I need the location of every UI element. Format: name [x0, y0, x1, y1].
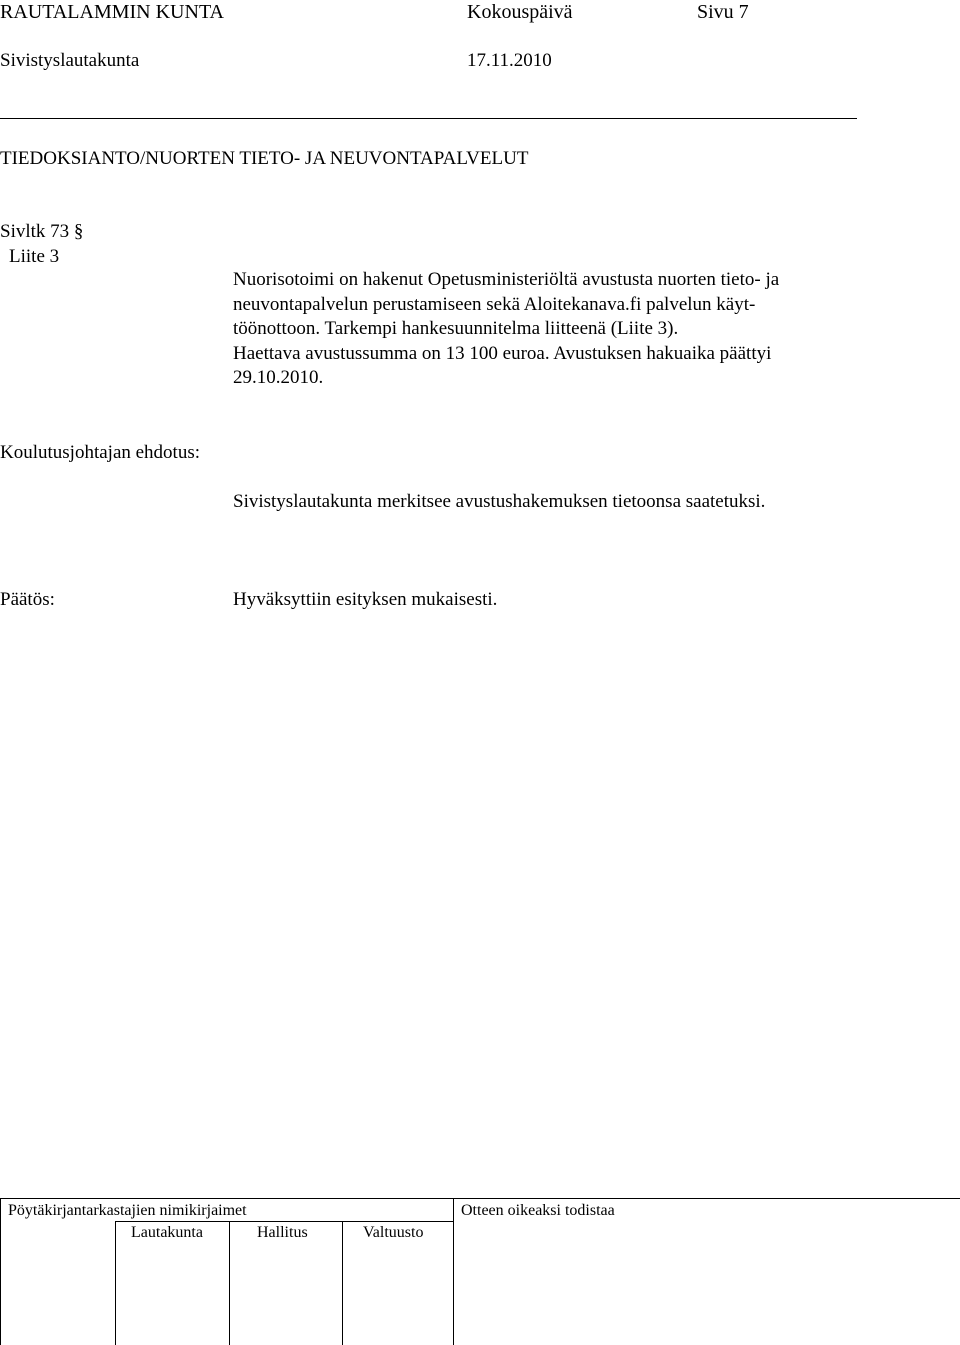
footer-col-rule-1	[115, 1221, 116, 1345]
proposal-label: Koulutusjohtajan ehdotus:	[0, 442, 201, 463]
body-line: Nuorisotoimi on hakenut Opetusministeriöltä avustusta nuorten tieto- ja	[233, 269, 780, 290]
footer-col-lautakunta: Lautakunta	[131, 1224, 203, 1241]
body-line: Haettava avustussumma on 13 100 euroa. Avustuksen hakuaika päättyi	[233, 342, 772, 364]
body-line: töönottoon. Tarkempi hankesuunnitelma liitteenä (Liite 3).	[233, 318, 679, 339]
meeting-date: 17.11.2010	[467, 50, 552, 71]
footer-sub-rule	[115, 1221, 453, 1222]
certified-label: Otteen oikeaksi todistaa	[461, 1202, 615, 1219]
footer-col-hallitus: Hallitus	[257, 1224, 308, 1241]
footer-col-rule-3	[342, 1221, 343, 1345]
body-line: neuvontapalvelun perustamiseen sekä Aloitekanava.fi palvelun käyt-	[233, 293, 756, 315]
proposal-text: Sivistyslautakunta merkitsee avustushakemuksen tietoonsa saatetuksi.	[233, 491, 766, 512]
signatures-label: Pöytäkirjantarkastajien nimikirjaimet	[8, 1202, 247, 1219]
attachment-ref: Liite 3	[9, 246, 60, 267]
header-rule	[0, 118, 857, 119]
body-line: 29.10.2010.	[233, 367, 324, 388]
decision-text: Hyväksyttiin esityksen mukaisesti.	[233, 589, 498, 610]
footer-col-rule-2	[229, 1221, 230, 1345]
footer-col-valtuusto: Valtuusto	[363, 1224, 424, 1241]
footer-left-border	[0, 1198, 1, 1345]
section-ref: Sivltk 73 §	[0, 221, 84, 242]
meeting-date-label: Kokouspäivä	[467, 1, 573, 23]
decision-label: Päätös:	[0, 589, 55, 610]
board-name: Sivistyslautakunta	[0, 50, 140, 71]
section-body	[233, 268, 873, 391]
footer-divider	[453, 1198, 454, 1345]
document-title: TIEDOKSIANTO/NUORTEN TIETO- JA NEUVONTAPALVELUT	[0, 148, 529, 169]
org-name: RAUTALAMMIN KUNTA	[0, 1, 225, 23]
page-number: Sivu 7	[697, 1, 749, 23]
footer-top-rule	[0, 1198, 960, 1199]
